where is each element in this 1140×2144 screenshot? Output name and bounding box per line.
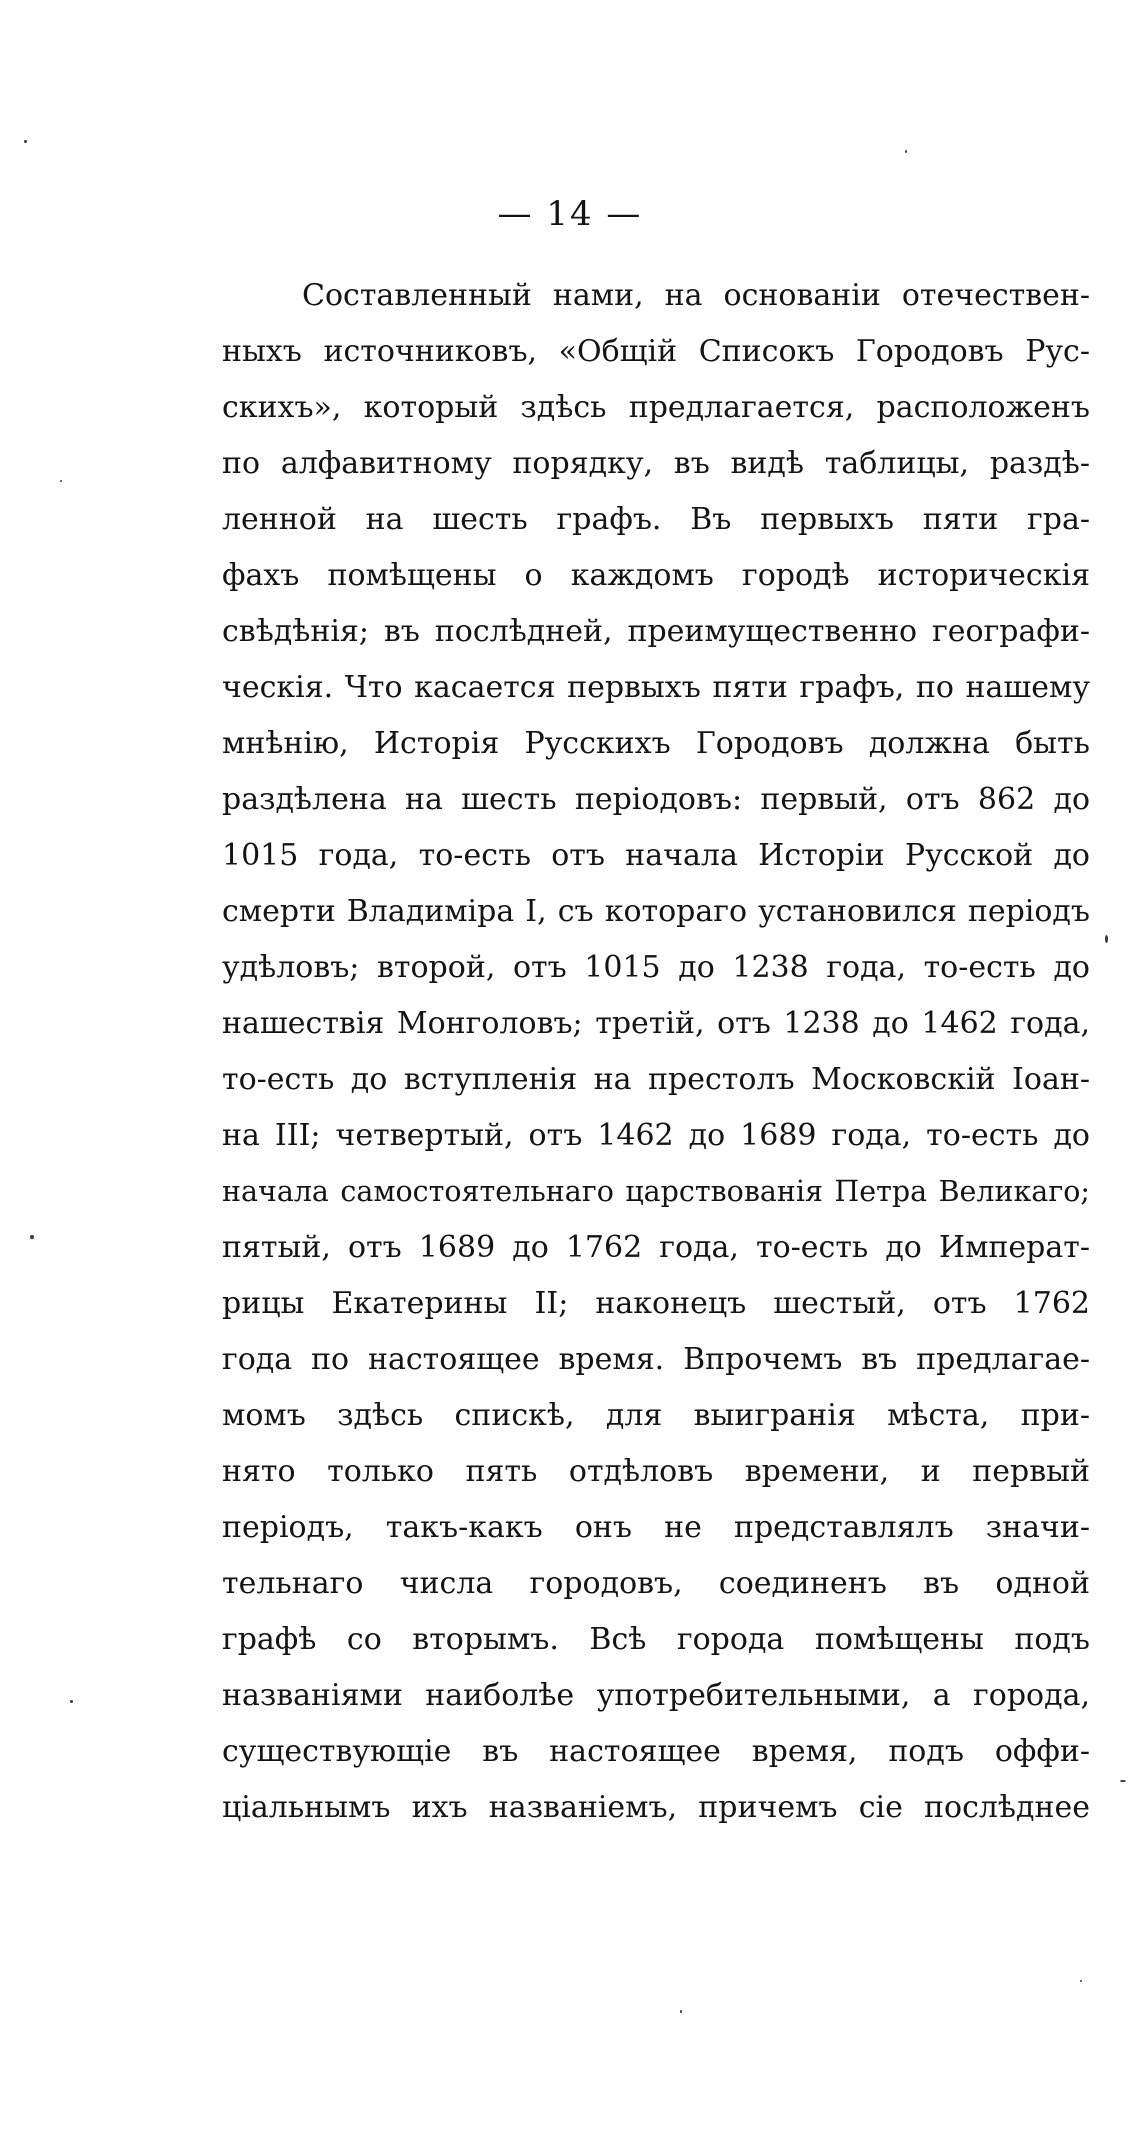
text-line: смерти Владиміра I, съ котораго установился періодъ xyxy=(222,894,1090,929)
scan-speck xyxy=(1105,935,1108,943)
text-line: фахъ помѣщены о каждомъ городѣ историческія xyxy=(222,558,1090,593)
page-number: — 14 — xyxy=(497,194,643,234)
scan-speck xyxy=(1120,1780,1126,1782)
text-line: свѣдѣнія; въ послѣдней, преимущественно географи- xyxy=(222,614,1090,649)
text-line: на III; четвертый, отъ 1462 до 1689 года, то-есть до xyxy=(222,1118,1090,1153)
text-line: начала самостоятельнаго царствованія Петра Великаго; xyxy=(222,1175,1090,1208)
scan-speck xyxy=(905,150,907,153)
text-line: ленной на шесть графъ. Въ первыхъ пяти гра- xyxy=(222,502,1090,537)
text-line: скихъ», который здѣсь предлагается, расположенъ xyxy=(222,390,1090,425)
text-line: удѣловъ; второй, отъ 1015 до 1238 года, то-есть до xyxy=(222,950,1090,985)
text-line: то-есть до вступленія на престолъ Московскій Іоан- xyxy=(222,1062,1090,1097)
text-line: Составленный нами, на основаніи отечествен- xyxy=(302,278,1090,313)
scan-speck xyxy=(680,2010,682,2013)
text-line: пятый, отъ 1689 до 1762 года, то-есть до Императ- xyxy=(222,1230,1090,1265)
text-line: раздѣлена на шесть періодовъ: первый, отъ 862 до xyxy=(222,782,1090,817)
text-line: по алфавитному порядку, въ видѣ таблицы, раздѣ- xyxy=(222,446,1090,481)
scan-speck xyxy=(60,480,62,482)
text-line: момъ здѣсь спискѣ, для выигранія мѣста, при- xyxy=(222,1398,1090,1433)
text-line: нято только пять отдѣловъ времени, и первый xyxy=(222,1454,1090,1489)
scan-speck xyxy=(70,1700,73,1703)
text-line: ныхъ источниковъ, «Общій Списокъ Городовъ Рус- xyxy=(222,334,1090,369)
text-line: года по настоящее время. Впрочемъ въ предлагае- xyxy=(222,1342,1090,1377)
text-line: существующіе въ настоящее время, подъ оффи- xyxy=(222,1734,1090,1769)
text-line: мнѣнію, Исторія Русскихъ Городовъ должна быть xyxy=(222,726,1090,761)
text-line: нашествія Монголовъ; третій, отъ 1238 до 1462 года, xyxy=(222,1006,1090,1041)
scan-speck xyxy=(24,140,27,143)
scan-speck xyxy=(1080,1980,1082,1982)
scan-speck xyxy=(30,1235,34,1239)
text-line: графѣ со вторымъ. Всѣ города помѣщены подъ xyxy=(222,1622,1090,1657)
text-line: названіями наиболѣе употребительными, а города, xyxy=(222,1678,1090,1713)
text-line: ческія. Что касается первыхъ пяти графъ, по нашему xyxy=(222,670,1090,705)
body-text xyxy=(222,268,1090,1836)
text-line: тельнаго числа городовъ, соединенъ въ одной xyxy=(222,1566,1090,1601)
text-line: 1015 года, то-есть отъ начала Исторіи Русской до xyxy=(222,838,1090,873)
text-line: періодъ, такъ-какъ онъ не представлялъ значи- xyxy=(222,1510,1090,1545)
text-line: рицы Екатерины II; наконецъ шестый, отъ 1762 xyxy=(222,1286,1090,1321)
text-line: ціальнымъ ихъ названіемъ, причемъ сіе послѣднее xyxy=(222,1790,1090,1825)
